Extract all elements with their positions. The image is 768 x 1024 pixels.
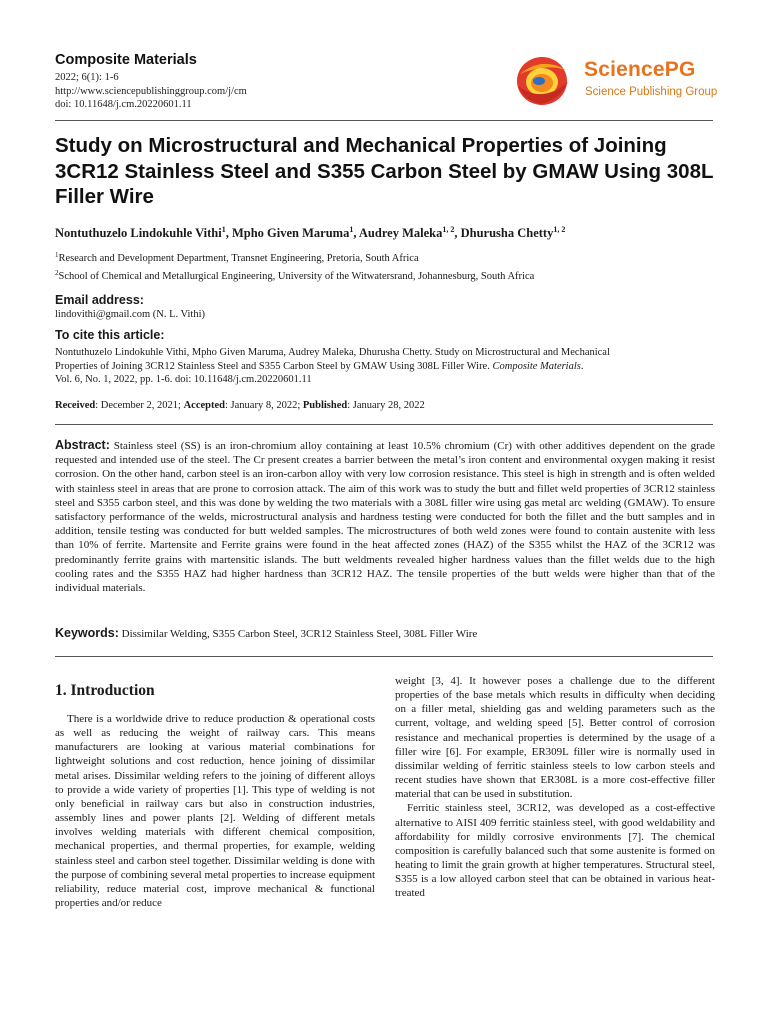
body-column-right <box>395 674 715 901</box>
author-name: Audrey Maleka <box>358 226 443 240</box>
keywords-text: Dissimilar Welding, S355 Carbon Steel, 3CR12 Stainless Steel, 308L Filler Wire <box>121 628 478 640</box>
abstract <box>55 438 715 595</box>
accepted-date: : January 8, 2022; <box>225 400 303 411</box>
journal-meta <box>55 71 247 112</box>
affiliation-marker: 2 <box>55 269 59 277</box>
author-name: Nontuthuzelo Lindokuhle Vithi <box>55 226 222 240</box>
affiliation <box>55 269 534 282</box>
body-paragraph: Ferritic stainless steel, 3CR12, was developed as a cost-effective alternative to AISI 409 ferritic stainless steel, with good weldability and affordability for mildly corrosive environments [7]. The chemical composition is carefully balanced such that some austenite is formed on heating to limit the grain growth at higher temperatures. Structural steel, S355 is a low alloyed carbon steel that can be obtained in various heat-treated <box>395 802 715 900</box>
author-name: Mpho Given Maruma <box>231 226 350 240</box>
publisher-logo <box>514 52 724 108</box>
author-affiliation-marker: 1, 2 <box>442 225 455 234</box>
journal-volume: 2022; 6(1): 1-6 <box>55 72 119 83</box>
section-heading: 1. Introduction <box>55 682 155 699</box>
sciencepg-logo-icon <box>514 52 570 108</box>
journal-url: http://www.sciencepublishinggroup.com/j/cm <box>55 85 247 97</box>
email-address[interactable]: lindovithi@gmail.com (N. L. Vithi) <box>55 309 205 320</box>
journal-doi: doi: 10.11648/j.cm.20220601.11 <box>55 99 192 110</box>
author-affiliation-marker: 1, 2 <box>553 225 566 234</box>
author-affiliation-marker: 1 <box>221 225 226 234</box>
logo-subtitle: Science Publishing Group <box>585 86 718 98</box>
email-label: Email address: <box>55 293 144 307</box>
received-date: : December 2, 2021; <box>95 400 184 411</box>
published-label: Published <box>302 400 348 411</box>
citation-line: Nontuthuzelo Lindokuhle Vithi, Mpho Given Maruma, Audrey Maleka, Dhurusha Chetty. Study on Microstructural and Mechanical <box>55 347 610 358</box>
published-date: : January 28, 2022 <box>347 400 425 411</box>
citation-text <box>55 346 715 387</box>
abstract-top-divider <box>55 424 713 425</box>
cite-label: To cite this article: <box>55 328 165 342</box>
abstract-text: Stainless steel (SS) is an iron-chromium alloy containing at least 10.5% chromium (Cr) with other additives dependent on the grade requested and intended use of the steel. The Cr present creates a barrier between the metal’s iron content and environmental oxygen making it resist corrosion. On the other hand, carbon steel is an iron-carbon alloy with very low corrosion resistance. This steel is high in strength and is often welded with stainless steel in areas that are prone to corrosion attack. The aim of this work was to study the butt and fillet weld properties of 3CR12 stainless steel and S355 carbon steel, and this was done by welding the two materials with a 308L filler wire using gas metal arc welding (GMAW). To ensure satisfactory performance of the welds, microstructural analysis and hardness testing were conducted for both the fillet and the butt samples and in addition, tensile testing was conducted for butt welded samples. The microstructures of both weld zones were found to contain austenite with less than 10% of ferrite. Martensite and Ferrite grains were found in the heat affected zones (HAZ) of the S355 whilst the HAZ of the 3CR12 was predominantly ferrite grains with martensitic islands. The butt weldments revealed higher hardness values than the fillet welds due to the high cooling rates and the S355 HAZ had higher hardness than 3CR12 HAZ. The tensile properties of the butt welds were higher than that of the individual materials. <box>55 440 716 595</box>
publication-dates <box>55 400 425 411</box>
affiliation <box>55 251 419 264</box>
citation-line: Vol. 6, No. 1, 2022, pp. 1-6. doi: 10.11648/j.cm.20220601.11 <box>55 374 312 385</box>
keywords-label: Keywords: <box>55 626 119 640</box>
body-paragraph: There is a worldwide drive to reduce production & operational costs as well as reducing the weight of railway cars. This means manufacturers are looking at various material combinations for lightweight solutions and cost reduction, hence joining of dissimilar metal arises. Dissimilar welding refers to the joining of different alloys to provide a wide variety of properties [1]. This type of welding is not only beneficial in railway cars but also in construction industries, assembly lines and power plants [2]. Welding of different metals involves welding materials with different chemical composition, mechanical properties, and thermal properties, for example, welding stainless steel and carbon steel together. Dissimilar welding is done with the purpose of combining several metal properties to increase equipment reliability, reduce material cost, improve mechanical & functional properties and/or reduce <box>55 713 375 910</box>
keywords-bottom-divider <box>55 656 713 657</box>
accepted-label: Accepted <box>183 400 225 411</box>
keywords <box>55 626 477 640</box>
author-name: Dhurusha Chetty <box>460 226 554 240</box>
abstract-label: Abstract: <box>55 438 110 452</box>
header-divider <box>55 120 713 121</box>
journal-name: Composite Materials <box>55 52 197 68</box>
author-list: Nontuthuzelo Lindokuhle Vithi$^1$, Mpho Given Maruma$^1$, Audrey Maleka$^{1, 2}$, Dhurusha Chetty$^{1, 2}$ <box>55 225 566 240</box>
author-affiliation-marker: 1 <box>349 225 354 234</box>
citation-line: Properties of Joining 3CR12 Stainless Steel and S355 Carbon Steel by GMAW Using 308L Filler Wire. Composite Materials. <box>55 360 584 372</box>
affiliation-text: School of Chemical and Metallurgical Engineering, University of the Witwatersrand, Johannesburg, South Africa <box>58 271 535 282</box>
affiliation-marker: 1 <box>55 251 59 259</box>
body-paragraph: weight [3, 4]. It however poses a challenge due to the different properties of the base metals which results in difficulty when deciding on a filler metal, shielding gas and welding parameters such as the current, voltage, and welding speed [5]. Better control of corrosion resistance and mechanical properties is determined by the usage of a filler wire [6]. For example, ER309L filler wire is normally used in dissimilar welding of ferritic stainless steels to low carbon steels and recent studies have shown that ER308L is a more cost-effective filler material that can be used in substitution. <box>395 675 715 801</box>
body-column-left <box>55 712 375 910</box>
paper-title: Study on Microstructural and Mechanical Properties of Joining 3CR12 Stainless Steel and S355 Carbon Steel by GMAW Using 308L Filler Wire <box>55 134 714 208</box>
received-label: Received <box>55 400 96 411</box>
citation-journal: Composite Materials <box>492 360 581 372</box>
logo-name: SciencePG <box>584 58 696 81</box>
affiliation-text: Research and Development Department, Transnet Engineering, Pretoria, South Africa <box>58 253 419 264</box>
